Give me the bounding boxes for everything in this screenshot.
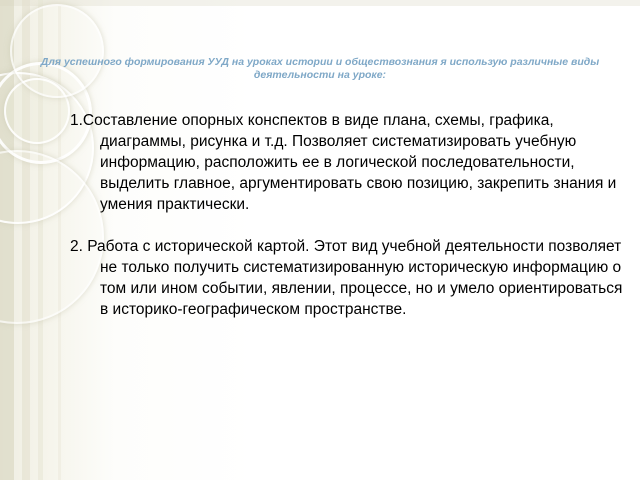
slide-title: Для успешного формирования УУД на уроках истории и обществознания я использую различные виды деятельности на уроке: — [40, 56, 600, 81]
list-item: 2. Работа с исторической картой. Этот вид учебной деятельности позволяет не только получить систематизированную историческую информацию о том или ином событии, явлении, процессе, но и умело ориентироваться в историко-географическом пространстве. — [70, 238, 623, 318]
decorative-band-top — [0, 0, 640, 6]
slide-body — [70, 110, 632, 320]
decorative-circle — [10, 4, 104, 98]
list-item: 1.Составление опорных конспектов в виде плана, схемы, графика, диаграммы, рисунка и т.д. Позволяет систематизировать учебную информацию, расположить ее в логической последовательности, выделить главное, аргументировать свою позицию, закрепить знания и умения практически. — [70, 112, 617, 213]
